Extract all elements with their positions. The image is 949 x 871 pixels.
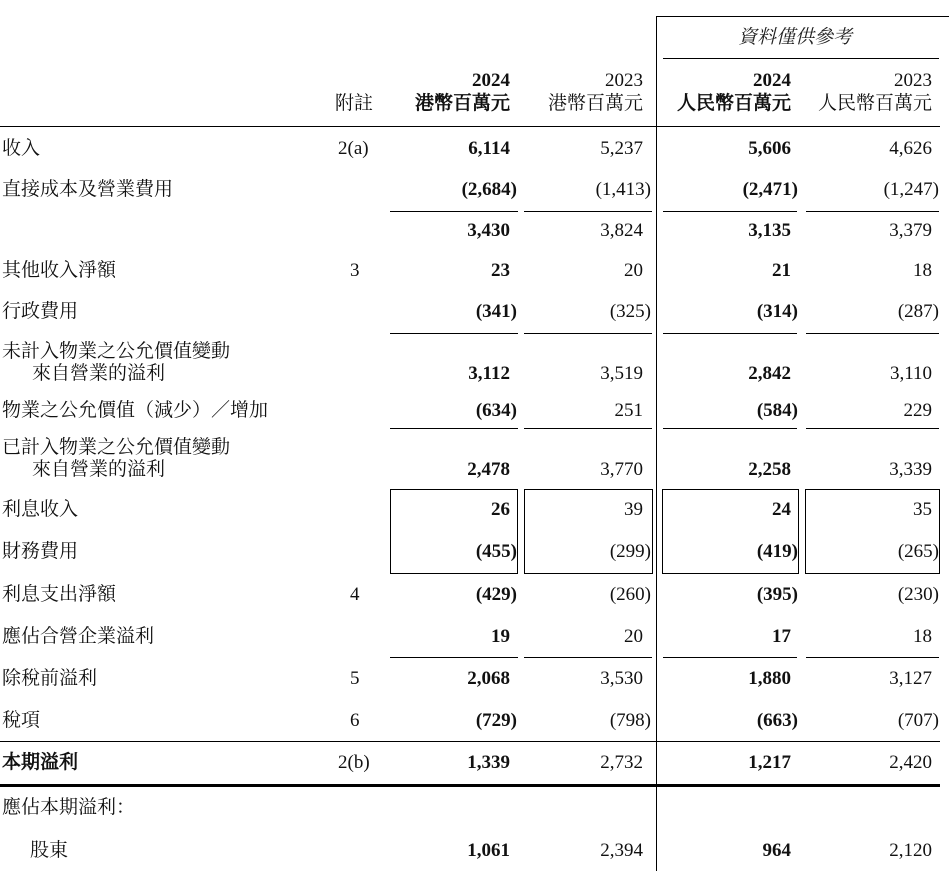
row-v2: 3,530 [600, 668, 643, 689]
row-label: 稅項 [2, 710, 41, 731]
row-v2: 2,732 [600, 752, 643, 773]
row-note: 3 [350, 260, 360, 281]
row-v4: 3,110 [889, 363, 932, 384]
row-v3: (314) [756, 301, 798, 322]
subtotal-rule [806, 657, 939, 658]
row-v3: 3,135 [748, 220, 791, 241]
col4-unit: 人民幣百萬元 [817, 93, 932, 114]
row-v1: 19 [491, 626, 510, 647]
row-v2: 3,770 [600, 459, 643, 480]
total-rule-top [0, 741, 940, 742]
row-v3: 21 [772, 260, 791, 281]
row-note: 6 [350, 710, 360, 731]
row-v2: (299) [609, 541, 651, 562]
row-v1: 26 [491, 499, 510, 520]
row-v2: (260) [609, 584, 651, 605]
row-v4: (707) [897, 710, 939, 731]
row-v1: 6,114 [468, 138, 510, 159]
row-v2: 5,237 [600, 138, 643, 159]
subtotal-rule [524, 333, 652, 334]
col2-year: 2023 [605, 70, 643, 91]
row-v3: 17 [772, 626, 791, 647]
row-v2: (798) [609, 710, 651, 731]
note-column-header: 附註 [335, 93, 374, 114]
row-v1: (2,684) [461, 179, 517, 200]
row-v1: 1,061 [467, 840, 510, 861]
row-note: 2(b) [338, 752, 370, 773]
subtotal-rule [524, 428, 652, 429]
row-v4: (265) [897, 541, 939, 562]
subtotal-rule [390, 211, 518, 212]
row-label: 收入 [2, 138, 41, 159]
row-v4: 35 [913, 499, 932, 520]
row-v3: 2,842 [748, 363, 791, 384]
row-v3: 1,217 [748, 752, 791, 773]
subtotal-rule [390, 333, 518, 334]
row-label: 除稅前溢利 [2, 668, 98, 689]
row-v4: (1,247) [883, 179, 939, 200]
col4-year: 2023 [894, 70, 932, 91]
row-v3: 5,606 [748, 138, 791, 159]
info-note: 資料僅供參考 [738, 27, 853, 48]
subtotal-rule [663, 428, 797, 429]
row-v4: 18 [913, 626, 932, 647]
row-label: 行政費用 [2, 301, 79, 322]
row-v1: 1,339 [467, 752, 510, 773]
row-v2: 39 [624, 499, 643, 520]
subtotal-rule [663, 211, 797, 212]
row-label: 本期溢利 [2, 752, 79, 773]
col2-unit: 港幣百萬元 [547, 93, 643, 114]
row-v4: 229 [903, 400, 932, 421]
row-label: 直接成本及營業費用 [2, 179, 174, 200]
row-v4: (287) [897, 301, 939, 322]
row-label: 財務費用 [2, 541, 79, 562]
row-v2: (1,413) [595, 179, 651, 200]
row-v1: 2,068 [467, 668, 510, 689]
row-v3: 2,258 [748, 459, 791, 480]
total-rule-bottom [0, 784, 940, 787]
subtotal-rule [390, 428, 518, 429]
row-v1: (429) [475, 584, 517, 605]
row-v2: 251 [614, 400, 643, 421]
row-v1: (729) [475, 710, 517, 731]
row-label: 物業之公允價值（減少）／增加 [2, 400, 269, 421]
row-label: 應佔本期溢利： [2, 797, 136, 818]
row-v4: 2,420 [889, 752, 932, 773]
row-v3: (419) [756, 541, 798, 562]
row-v1: 23 [491, 260, 510, 281]
row-v1: (455) [475, 541, 517, 562]
row-v1: (634) [475, 400, 517, 421]
reference-section-top-rule [656, 16, 949, 17]
subtotal-rule [663, 657, 797, 658]
row-v4: 18 [913, 260, 932, 281]
reference-note-rule [663, 58, 939, 59]
row-note: 2(a) [338, 138, 369, 159]
subtotal-rule [524, 211, 652, 212]
col3-year: 2024 [753, 70, 791, 91]
subtotal-rule [806, 211, 939, 212]
row-v2: 3,519 [600, 363, 643, 384]
row-v1: 3,112 [468, 363, 510, 384]
row-v3: (395) [756, 584, 798, 605]
row-label-line2: 來自營業的溢利 [32, 363, 166, 384]
row-v4: (230) [897, 584, 939, 605]
row-label-line2: 來自營業的溢利 [32, 459, 166, 480]
row-note: 4 [350, 584, 360, 605]
row-v4: 3,127 [889, 668, 932, 689]
row-v3: (2,471) [742, 179, 798, 200]
row-v1: 2,478 [467, 459, 510, 480]
row-v3: (584) [756, 400, 798, 421]
subtotal-rule [806, 428, 939, 429]
subtotal-rule [663, 333, 797, 334]
row-v1: 3,430 [467, 220, 510, 241]
row-v2: 20 [624, 626, 643, 647]
subtotal-rule [390, 657, 518, 658]
row-v3: 964 [762, 840, 791, 861]
row-label: 已計入物業之公允價值變動 [2, 437, 231, 458]
row-v4: 4,626 [889, 138, 932, 159]
row-v2: 20 [624, 260, 643, 281]
subtotal-rule [806, 333, 939, 334]
header-rule [0, 126, 940, 127]
row-v2: (325) [609, 301, 651, 322]
row-label: 其他收入淨額 [2, 260, 117, 281]
row-label: 利息收入 [2, 499, 79, 520]
row-v3: 24 [772, 499, 791, 520]
row-v4: 2,120 [889, 840, 932, 861]
row-v2: 3,824 [600, 220, 643, 241]
row-v1: (341) [475, 301, 517, 322]
row-v4: 3,339 [889, 459, 932, 480]
reference-section-divider [656, 16, 657, 871]
row-label: 應佔合營企業溢利 [2, 626, 155, 647]
subtotal-rule [524, 657, 652, 658]
row-note: 5 [350, 668, 360, 689]
col1-year: 2024 [472, 70, 510, 91]
row-v3: (663) [756, 710, 798, 731]
col3-unit: 人民幣百萬元 [676, 93, 791, 114]
row-v3: 1,880 [748, 668, 791, 689]
row-v2: 2,394 [600, 840, 643, 861]
col1-unit: 港幣百萬元 [414, 93, 510, 114]
row-label: 未計入物業之公允價值變動 [2, 341, 231, 362]
row-label: 股東 [30, 840, 69, 861]
row-v4: 3,379 [889, 220, 932, 241]
row-label: 利息支出淨額 [2, 584, 117, 605]
